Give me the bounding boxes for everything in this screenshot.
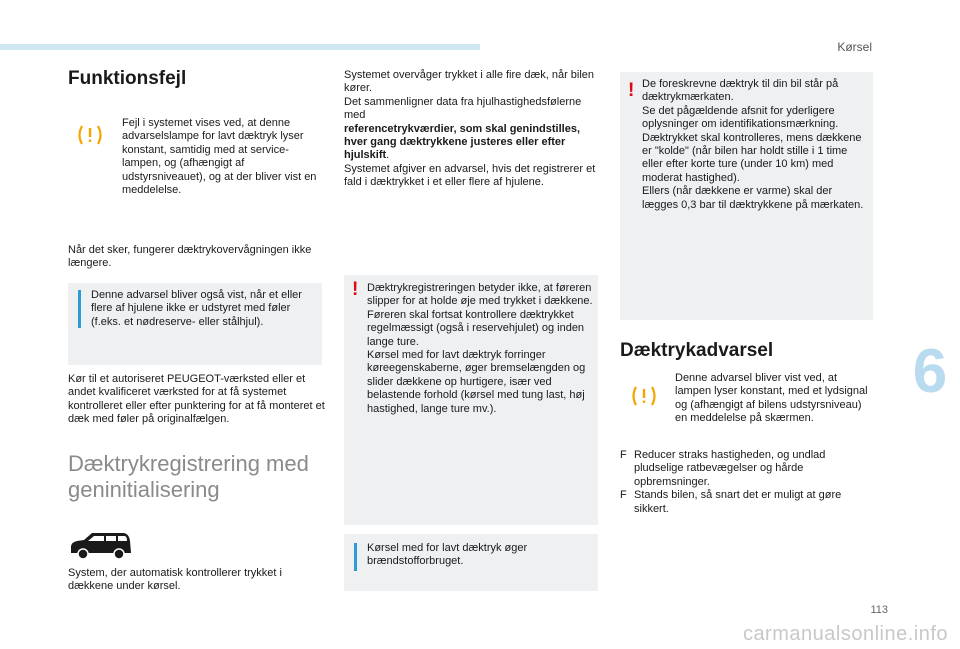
bullet-item — [620, 489, 872, 516]
warn-box-pressure-text — [642, 78, 866, 212]
warn-box-line2: Føreren skal fortsat kontrollere dæktrykket regelmæssigt (også i reservehjulet) og inden lange ture. — [367, 308, 585, 348]
bullet-item — [620, 449, 872, 489]
info-text-sensor: Denne advarsel bliver også vist, når et eller flere af hjulene ikke er udstyret med føler (f.eks. et nødreserve- eller stålhjul). — [91, 289, 302, 328]
title-registration-line1: Dæktrykregistrering med — [68, 451, 309, 476]
bullet-text-2: Stands bilen, så snart det er muligt at gøre sikkert. — [634, 489, 842, 515]
intro-line1: Systemet overvåger trykket i alle fire dæk, når bilen kører. — [344, 69, 595, 95]
title-tyre-warning: Dæktrykadvarsel — [620, 340, 774, 361]
bullet-list — [620, 449, 872, 516]
intro-dot: . — [386, 149, 390, 162]
car-caption: System, der automatisk kontrollerer trykket i dækkene under kørsel. — [68, 567, 282, 593]
title-funktionsfejl: Funktionsfejl — [68, 68, 187, 89]
warn-box-registration-text — [367, 282, 595, 416]
bullet-mark: F — [620, 489, 627, 502]
info-icon — [78, 290, 81, 328]
page-number: 113 — [870, 604, 888, 616]
intro-line2: Det sammenligner data fra hjulhastighedsfølerne med — [344, 95, 582, 122]
warn-box-line1: Dæktrykregistreringen betyder ikke, at føreren slipper for at holde øje med trykket i dækkene. — [367, 282, 593, 308]
header-accent-bar — [0, 44, 480, 50]
title-registration-line2: geninitialisering — [68, 477, 220, 502]
title-registration — [68, 451, 328, 503]
pressure-line3: Dæktrykket skal kontrolleres, mens dækkene er "kolde" (når bilen har holdt stille i 1 time eller efter korte ture (under 10 km) med moderat hastighed). — [642, 131, 862, 184]
pressure-line2: Se det pågældende afsnit for yderligere oplysninger om identifikationsmærkning. — [642, 104, 839, 131]
para-monitoring-off: Når det sker, fungerer dæktrykovervågningen ikke længere. — [68, 244, 312, 270]
warn-box-line3: Kørsel med for lavt dæktryk forringer køreegenskaberne, øger bremselængden og slider dækkene op hurtigere, især ved belastende forhold (kørsel med tung last, høj hastighed, lange ture mv.). — [367, 349, 586, 415]
warn-text-fault: Fejl i systemet vises ved, at denne advarselslampe for lavt dæktryk lyser konstant, samtidig med at service-lampen, og (afhængigt af udstyrsniveauet), og at der bliver vist en meddelelse. — [122, 117, 317, 197]
warn-box-registration — [344, 275, 598, 525]
intro-line3: Systemet afgiver en advarsel, hvis det registrerer et fald i dæktrykket i et eller flere af hjulene. — [344, 162, 596, 189]
intro-block — [344, 69, 596, 190]
watermark: carmanualsonline.info — [742, 623, 948, 645]
tpms-warning-icon — [76, 124, 104, 151]
info-box-sensor — [68, 283, 322, 365]
intro-bold-line — [344, 123, 596, 163]
warn-text-tyre: Denne advarsel bliver vist ved, at lampen lyser konstant, med et lydsignal og (afhængigt af bilens udstyrsniveau) en meddelelse på skærmen. — [675, 372, 868, 425]
intro-bold: referencetrykværdier, som skal genindstilles, hver gang dæktrykkene justeres eller efter hjulskift — [344, 122, 581, 162]
info-icon — [354, 543, 357, 571]
info-box-fuel — [344, 534, 598, 591]
chapter-label: Kørsel — [837, 40, 872, 54]
info-text-fuel: Kørsel med for lavt dæktryk øger brændstofforbruget. — [367, 542, 528, 568]
warning-icon: ! — [352, 279, 359, 300]
para-workshop: Kør til et autoriseret PEUGEOT-værksted eller et andet kvalificeret værksted for at få systemet kontrolleret eller efter punktering for at få monteret et dæk med føler på originalfælgen. — [68, 373, 325, 426]
warning-icon: ! — [628, 80, 635, 101]
pressure-line1: De foreskrevne dæktryk til din bil står på dæktrykmærkaten. — [642, 78, 839, 104]
chapter-number-tab: 6 — [900, 322, 960, 422]
warn-box-pressure — [620, 72, 873, 320]
tpms-warning-icon — [630, 385, 658, 412]
bullet-mark: F — [620, 449, 627, 461]
bullet-text-1: Reducer straks hastigheden, og undlad pludselige ratbevægelser og hårde opbremsninger. — [634, 449, 826, 488]
pressure-line4: Ellers (når dækkene er varme) skal der lægges 0,3 bar til dæktrykkene på mærkaten. — [642, 185, 864, 211]
car-silhouette-icon — [68, 531, 134, 566]
